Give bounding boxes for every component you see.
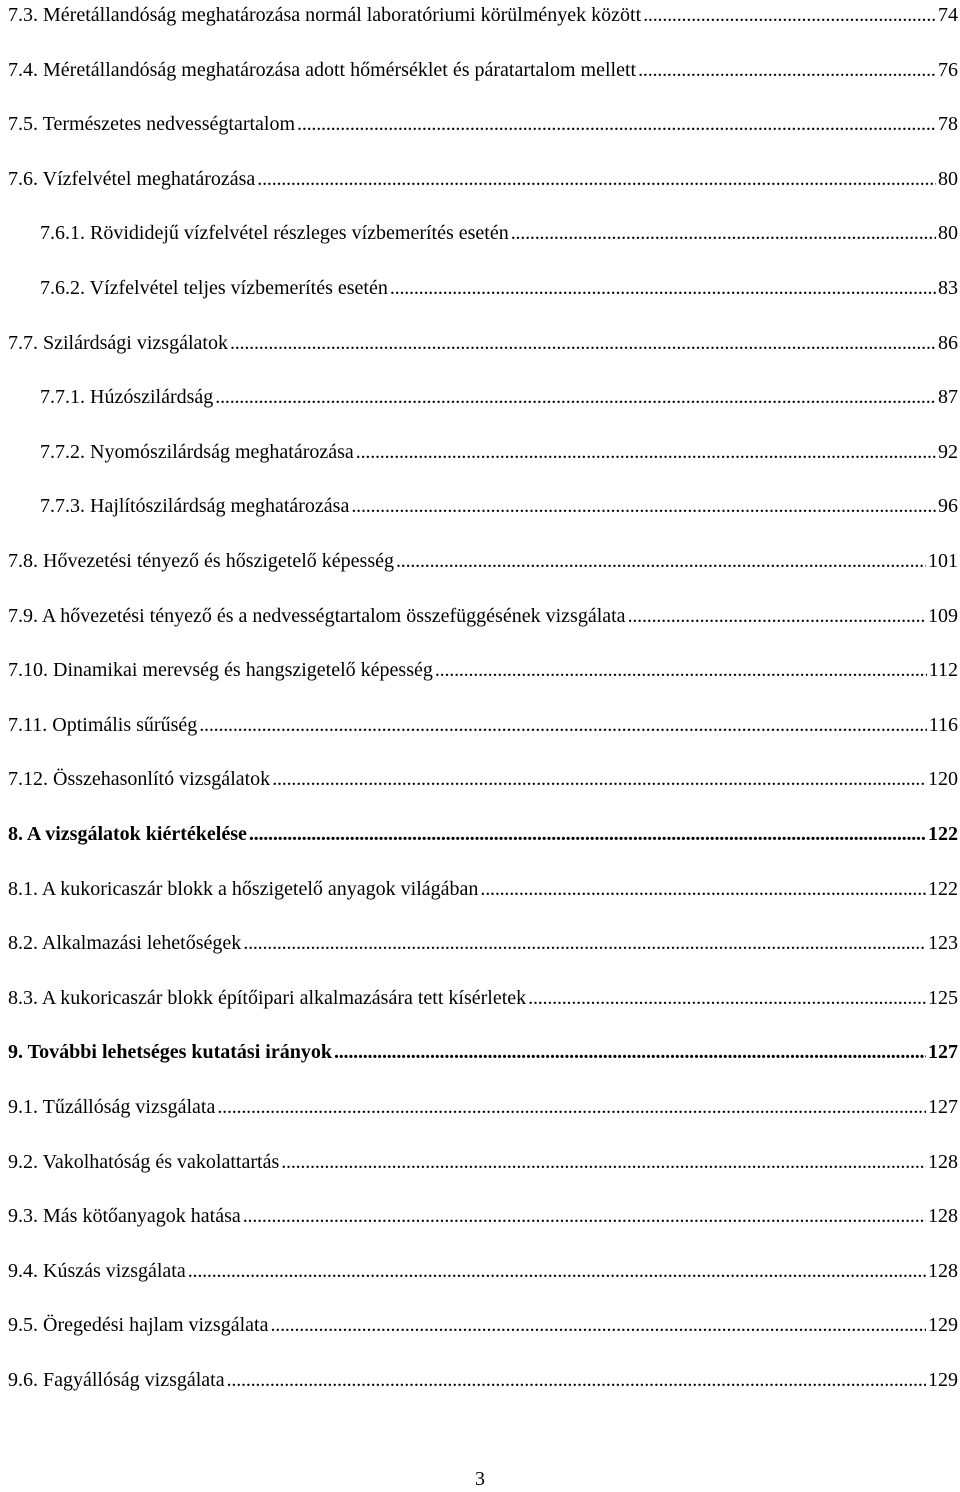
toc-dot-leader [628,601,926,631]
toc-entry-label: 9.3. Más kötőanyagok hatása [8,1205,241,1228]
toc-dot-leader [188,1256,926,1286]
toc-dot-leader [396,546,926,576]
toc-entry[interactable] [40,218,958,248]
toc-entry-label: 7.7. Szilárdsági vizsgálatok [8,331,228,354]
toc-entry-label: 9.4. Kúszás vizsgálata [8,1259,186,1282]
toc-dot-leader [272,764,926,794]
toc-entry-label: 9.2. Vakolhatóság és vakolattartás [8,1150,280,1173]
toc-entry-page: 122 [928,823,958,845]
toc-entry-label: 7.4. Méretállandóság meghatározása adott hőmérséklet és páratartalom mellett [8,58,637,81]
toc-entry-label: 7.9. A hővezetési tényező és a nedvességtartalom összefüggésének vizsgálata [8,604,626,627]
toc-entry[interactable] [8,601,958,631]
toc-dot-leader [257,164,936,194]
toc-entry[interactable] [8,1092,958,1122]
toc-entry-page: 128 [928,1259,958,1282]
toc-entry-page: 122 [928,877,958,900]
toc-entry-page: 80 [938,222,958,245]
toc-entry[interactable] [8,928,958,958]
toc-entry-label: 7.3. Méretállandóság meghatározása normál laboratóriumi körülmények között [8,4,642,26]
toc-entry-label: 8. A vizsgálatok kiértékelése [8,823,247,845]
toc-dot-leader [199,710,926,740]
toc-entry-page: 74 [938,4,958,26]
toc-entry-page: 128 [928,1205,958,1228]
toc-entry-label: 8.2. Alkalmazási lehetőségek [8,932,242,955]
toc-entry[interactable] [8,109,958,139]
toc-dot-leader [297,109,936,139]
toc-entry[interactable] [8,546,958,576]
toc-dot-leader [480,874,926,904]
toc-dot-leader [215,382,936,412]
toc-entry-page: 129 [928,1314,958,1337]
toc-dot-leader [643,0,936,30]
toc-entry-label: 9. További lehetséges kutatási irányok [8,1041,332,1064]
toc-entry[interactable] [8,764,958,794]
toc-entry-page: 112 [928,659,958,682]
toc-entry-label: 7.6. Vízfelvétel meghatározása [8,167,256,190]
toc-entry-page: 116 [928,713,958,736]
toc-entry-label: 7.7.3. Hajlítószilárdság meghatározása [40,495,350,518]
toc-dot-leader [227,1365,926,1395]
toc-entry-label: 9.5. Öregedési hajlam vizsgálata [8,1314,269,1337]
toc-entry-label: 7.6.2. Vízfelvétel teljes vízbemerítés esetén [40,277,388,299]
toc-entry-label: 7.7.2. Nyomószilárdság meghatározása [40,440,354,463]
toc-entry[interactable] [40,382,958,412]
toc-entry[interactable] [8,710,958,740]
toc-entry[interactable] [8,819,958,849]
toc-dot-leader [528,983,926,1013]
toc-entry-label: 8.3. A kukoricaszár blokk építőipari alkalmazására tett kísérletek [8,986,527,1009]
toc-entry[interactable] [8,1256,958,1286]
toc-entry[interactable] [8,164,958,194]
toc-entry-page: 80 [938,167,958,190]
toc-entry[interactable] [8,0,958,30]
toc-dot-leader [390,273,936,303]
toc-entry-page: 109 [928,604,958,627]
toc-entry[interactable] [8,1147,958,1177]
toc-entry-label: 7.5. Természetes nedvességtartalom [8,113,296,136]
toc-dot-leader [243,928,926,958]
toc-entry[interactable] [40,491,958,521]
toc-dot-leader [435,655,927,685]
toc-dot-leader [356,437,936,467]
toc-entry[interactable] [8,983,958,1013]
page-number: 3 [475,1468,485,1490]
toc-entry[interactable] [8,55,958,85]
toc-entry-page: 86 [938,331,958,354]
toc-entry-page: 125 [928,986,958,1009]
toc-entry-page: 92 [938,440,958,463]
toc-entry[interactable] [40,437,958,467]
toc-entry[interactable] [8,1201,958,1231]
toc-entry-label: 7.8. Hővezetési tényező és hőszigetelő képesség [8,550,394,572]
toc-entry-page: 76 [938,58,958,81]
toc-entry-label: 7.7.1. Húzószilárdság [40,386,214,409]
toc-dot-leader [249,819,926,849]
toc-entry-label: 7.10. Dinamikai merevség és hangszigetelő képesség [8,659,433,682]
toc-entry-label: 7.11. Optimális sűrűség [8,713,198,736]
toc-entry[interactable] [8,1037,958,1067]
toc-dot-leader [281,1147,926,1177]
toc-entry-page: 127 [928,1041,958,1064]
toc-entry-page: 87 [938,386,958,409]
toc-dot-leader [217,1092,926,1122]
toc-entry-page: 96 [938,495,958,518]
toc-dot-leader [511,218,936,248]
toc-dot-leader [243,1201,926,1231]
toc-entry-label: 9.1. Tűzállóság vizsgálata [8,1096,216,1118]
toc-dot-leader [230,328,936,358]
toc-entry[interactable] [8,328,958,358]
toc-dot-leader [334,1037,926,1067]
toc-dot-leader [638,55,936,85]
toc-entry-page: 128 [928,1150,958,1173]
toc-dot-leader [270,1310,926,1340]
toc-entry[interactable] [8,1365,958,1395]
toc-entry-label: 8.1. A kukoricaszár blokk a hőszigetelő anyagok világában [8,877,479,900]
toc-entry-label: 7.12. Összehasonlító vizsgálatok [8,768,271,791]
toc-entry-page: 83 [938,277,958,299]
toc-dot-leader [351,491,936,521]
toc-entry-page: 78 [938,113,958,136]
toc-entry-page: 120 [928,768,958,791]
toc-entry-page: 129 [928,1369,958,1391]
toc-entry-label: 9.6. Fagyállóság vizsgálata [8,1369,225,1391]
toc-entry[interactable] [8,874,958,904]
toc-entry-page: 101 [928,550,958,572]
toc-entry[interactable] [40,273,958,303]
toc-entry-page: 127 [928,1096,958,1118]
toc-entry[interactable] [8,655,958,685]
toc-entry-page: 123 [928,932,958,955]
toc-entry[interactable] [8,1310,958,1340]
toc-entry-label: 7.6.1. Rövididejű vízfelvétel részleges vízbemerítés esetén [40,222,509,245]
